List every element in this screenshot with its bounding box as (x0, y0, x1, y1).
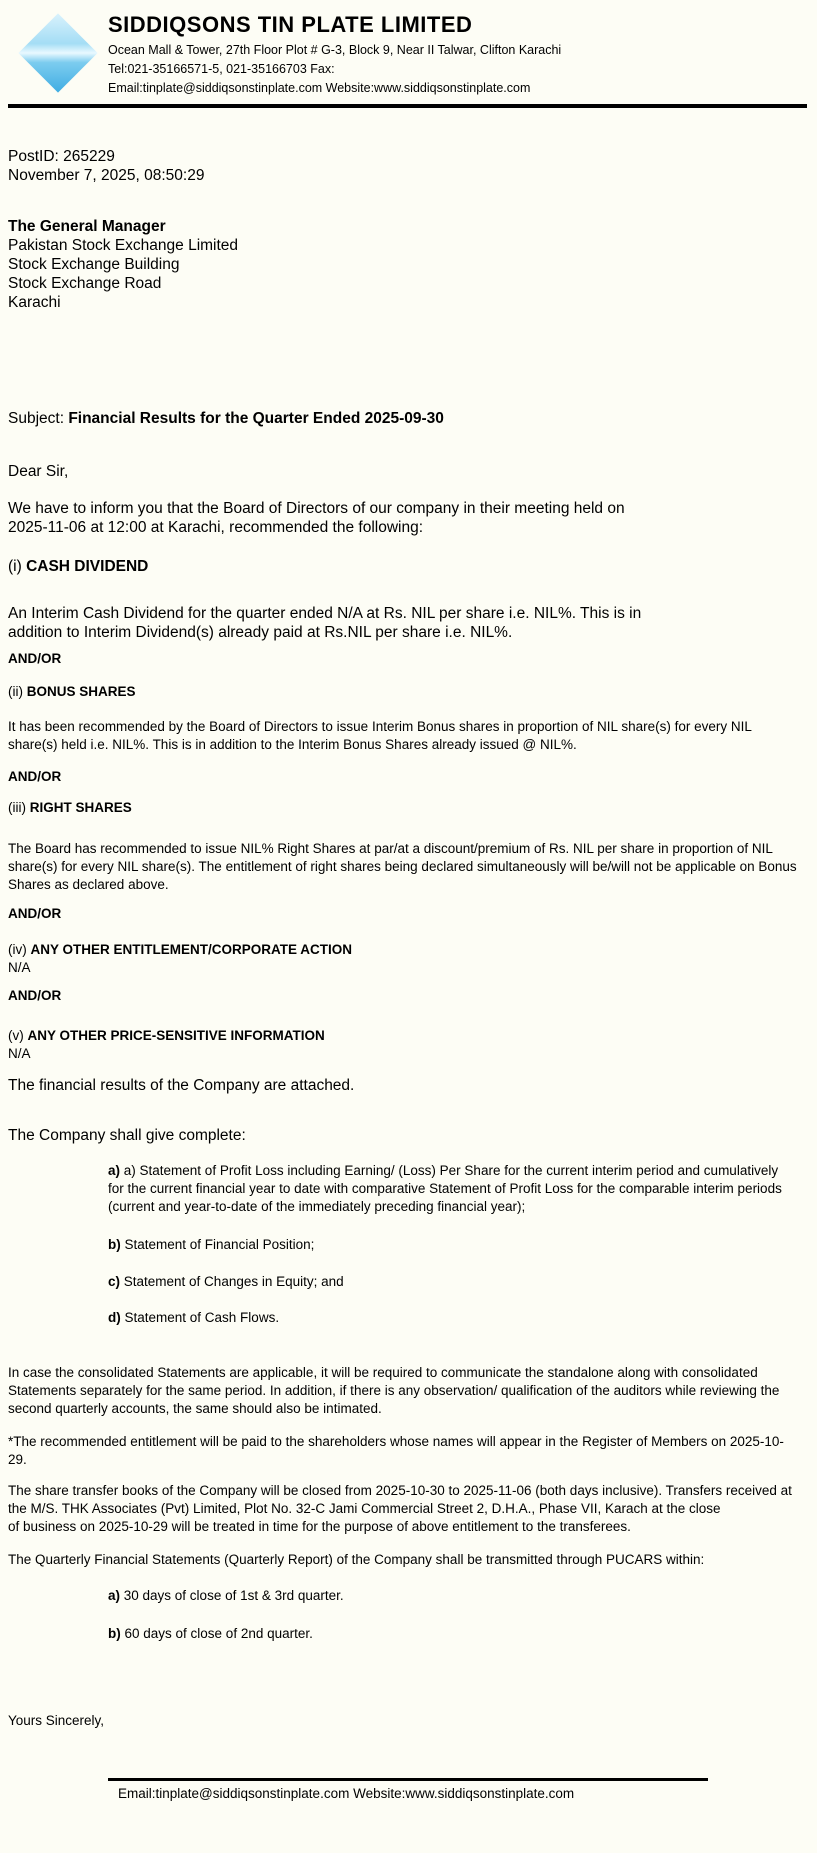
recipient-block (8, 217, 807, 312)
statement-item-d (108, 1309, 788, 1327)
item-text: Statement of Financial Position; (120, 1237, 315, 1252)
section-iv-title: ANY OTHER ENTITLEMENT/CORPORATE ACTION (30, 942, 353, 957)
item-letter: a) (108, 1588, 121, 1603)
letterhead-text (108, 6, 561, 97)
quarter-item-b (108, 1625, 788, 1643)
recipient-line: Stock Exchange Road (8, 275, 162, 292)
statement-item-c (108, 1273, 788, 1291)
item-text: 60 days of close of 2nd quarter. (120, 1626, 313, 1641)
section-i-title: CASH DIVIDEND (26, 558, 149, 575)
entitlement-paragraph: *The recommended entitlement will be paid to the shareholders whose names will appear in the Register of Members on 2025-10-29. (8, 1434, 784, 1467)
letterhead (8, 0, 807, 102)
post-timestamp: November 7, 2025, 08:50:29 (8, 167, 205, 184)
item-text: a) Statement of Profit Loss including Earning/ (Loss) Per Share for the current interim period and cumulatively for the current financial year to date with comparative Statement of Profit Loss for the comparable interim periods (current and year-to-date of the immediately preceding financial year); (108, 1163, 782, 1214)
item-letter: b) (108, 1626, 121, 1641)
recipient-title: The General Manager (8, 218, 166, 235)
section-ii-body: It has been recommended by the Board of Directors to issue Interim Bonus shares in proportion of NIL share(s) for every NIL share(s) held i.e. NIL%. This is in addition to the Interim Bonus Shares already issued @ NIL%. (8, 719, 752, 752)
attached-note: The financial results of the Company are attached. (8, 1077, 355, 1094)
section-i-number: (i) (8, 558, 27, 575)
section-iv-number: (iv) (8, 942, 31, 957)
subject-text: Financial Results for the Quarter Ended 2025-09-30 (68, 410, 444, 427)
section-v-title: ANY OTHER PRICE-SENSITIVE INFORMATION (27, 1028, 325, 1043)
company-phone-line: Tel:021-35166571-5, 021-35166703 Fax: (108, 61, 335, 76)
closing: Yours Sincerely, (8, 1713, 105, 1728)
recipient-line: Pakistan Stock Exchange Limited (8, 237, 239, 254)
company-name: SIDDIQSONS TIN PLATE LIMITED (108, 12, 473, 37)
item-text: Statement of Changes in Equity; and (120, 1274, 344, 1289)
recipient-line: Stock Exchange Building (8, 256, 180, 273)
statement-item-a (108, 1162, 788, 1216)
statement-item-b (108, 1236, 788, 1254)
transfer-books-text: of business on 2025-10-29 will be treated in time for the purpose of above entitlement to the transferees. (8, 1519, 631, 1534)
company-email-line: Email:tinplate@siddiqsonstinplate.com Website:www.siddiqsonstinplate.com (108, 80, 531, 95)
post-id: PostID: 265229 (8, 148, 115, 165)
recipient-line: Karachi (8, 294, 61, 311)
item-letter: b) (108, 1237, 121, 1252)
section-iii-body: The Board has recommended to issue NIL% Right Shares at par/at a discount/premium of Rs. NIL per share in proportion of NIL share(s) for every NIL share(s). The entitlement of right shares being declared simultaneously will be/will not be applicable on Bonus Shares as declared above. (8, 841, 797, 892)
and-or-separator: AND/OR (8, 769, 62, 784)
page-footer (108, 1778, 708, 1803)
transfer-books-paragraph (8, 1482, 800, 1536)
intro-paragraph: We have to inform you that the Board of Directors of our company in their meeting held on 2025-11-06 at 12:00 at Karachi, recommended the following: (8, 500, 625, 536)
section-v-heading (8, 1027, 807, 1045)
and-or-separator: AND/OR (8, 906, 62, 921)
section-ii-title: BONUS SHARES (26, 684, 136, 699)
section-i-body: An Interim Cash Dividend for the quarter ended N/A at Rs. NIL per share i.e. NIL%. This is in addition to Interim Dividend(s) already paid at Rs.NIL per share i.e. NIL%. (8, 605, 642, 641)
footer-contact: Email:tinplate@siddiqsonstinplate.com Website:www.siddiqsonstinplate.com (118, 1786, 575, 1801)
subject-line (8, 409, 807, 428)
consolidated-paragraph: In case the consolidated Statements are applicable, it will be required to communicate the standalone along with consolidated Statements separately for the same period. In addition, if there is any observation/ qualification of the auditors while reviewing the second quarterly accounts, the same should also be intimated. (8, 1365, 780, 1416)
item-text: Statement of Cash Flows. (120, 1310, 280, 1325)
item-letter: d) (108, 1310, 121, 1325)
section-v-number: (v) (8, 1028, 28, 1043)
company-address-line: Ocean Mall & Tower, 27th Floor Plot # G-3, Block 9, Near II Talwar, Clifton Karachi (108, 43, 562, 57)
section-v-body: N/A (8, 1046, 31, 1061)
salutation: Dear Sir, (8, 463, 69, 480)
section-ii-heading (8, 683, 807, 701)
section-i-heading (8, 557, 807, 576)
quarter-item-a (108, 1587, 788, 1605)
section-ii-number: (ii) (8, 684, 27, 699)
company-logo (8, 6, 108, 100)
item-letter: a) (108, 1163, 121, 1178)
pucars-paragraph: The Quarterly Financial Statements (Quarterly Report) of the Company shall be transmitted through PUCARS within: (8, 1552, 705, 1567)
header-divider (8, 104, 807, 108)
section-iii-title: RIGHT SHARES (29, 800, 132, 815)
subject-label: Subject: (8, 410, 69, 427)
item-letter: c) (108, 1274, 121, 1289)
and-or-separator: AND/OR (8, 651, 62, 666)
diamond-logo-icon (18, 13, 97, 92)
complete-intro: The Company shall give complete: (8, 1127, 246, 1144)
section-iv-heading (8, 941, 807, 959)
transfer-books-text: The share transfer books of the Company will be closed from 2025-10-30 to 2025-11-06 (both days inclusive). Transfers received at the M/S. THK Associates (Pvt) Limited, Plot No. 32-C Jami Commercial Street 2, D.H.A., Phase VII, Karach at the close (8, 1483, 792, 1516)
section-iv-body: N/A (8, 960, 31, 975)
section-iii-heading (8, 799, 807, 817)
item-text: 30 days of close of 1st & 3rd quarter. (120, 1588, 344, 1603)
post-meta (8, 147, 807, 185)
section-iii-number: (iii) (8, 800, 30, 815)
and-or-separator: AND/OR (8, 988, 62, 1003)
